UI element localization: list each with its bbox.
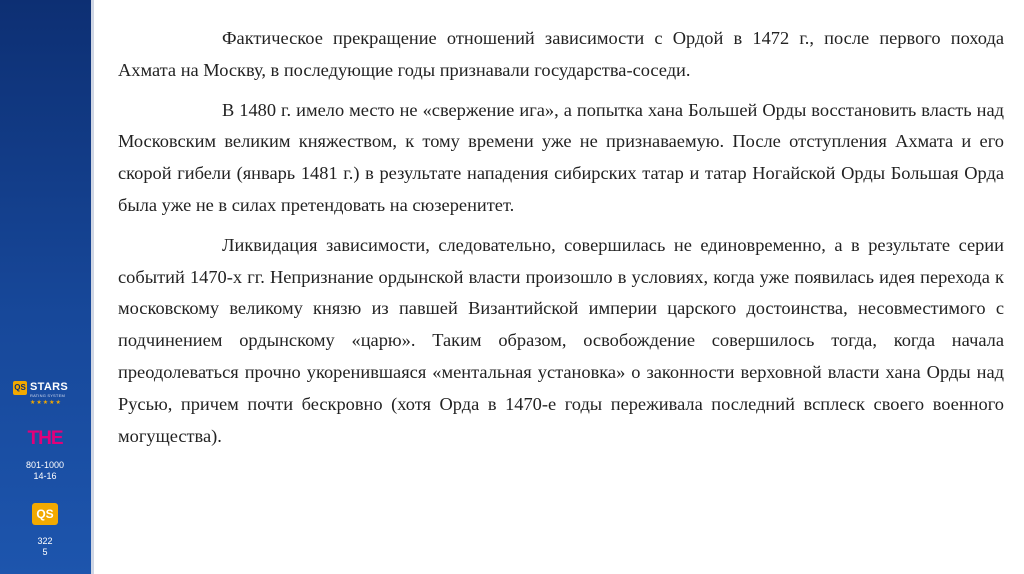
qs-stars-logo bbox=[13, 381, 77, 411]
stars-badge-icon: QS bbox=[13, 381, 27, 395]
stars-rating-icon: ★★★★★ bbox=[30, 400, 62, 406]
stars-title: STARS bbox=[30, 381, 68, 393]
paragraph-2: В 1480 г. имело место не «свержение ига», а попытка хана Большей Орды восстановить власть над Московским великим княжеством, к тому времени уже не признаваемую. После отступления Ахмата и его скорой гибели (январь 1481 г.) в результате нападения сибирских татар и татар Ногайской Орды Большая Орда была уже не в силах претендовать на сюзеренитет. bbox=[118, 99, 1004, 215]
the-logo: THE bbox=[27, 428, 63, 449]
the-rank-line2: 14-16 bbox=[33, 471, 57, 481]
slide-content bbox=[118, 23, 1004, 452]
sidebar bbox=[0, 0, 91, 574]
sidebar-divider bbox=[91, 0, 94, 574]
qs-rank-line1: 322 bbox=[37, 536, 53, 546]
qs-rank-line2: 5 bbox=[42, 547, 48, 557]
qs-rank bbox=[10, 536, 80, 558]
stars-subtitle: RATING SYSTEM bbox=[30, 393, 65, 398]
the-rank bbox=[10, 460, 80, 482]
paragraph-3: Ликвидация зависимости, следовательно, совершилась не единовременно, а в результате серии событий 1470-х гг. Непризнание ордынской власти произошло в условиях, когда уже появилась идея перехода к московскому великому князю из павшей Византийской империи царского достоинства, несовместимого с подчинением ордынскому «царю». Таким образом, освобождение совершилось тогда, когда начала преодолеваться прочно укоренившаяся «ментальная установка» о законности верховной власти хана Орды над Русью, причем почти бескровно (хотя Орда в 1470-е годы переживала последний всплеск своего военного могущества). bbox=[118, 234, 1004, 446]
paragraph-1: Фактическое прекращение отношений зависимости с Ордой в 1472 г., после первого похода Ахмата на Москву, в последующие годы признавали государства-соседи. bbox=[118, 28, 1004, 80]
the-rank-line1: 801-1000 bbox=[25, 460, 65, 470]
qs-logo: QS bbox=[32, 503, 58, 525]
